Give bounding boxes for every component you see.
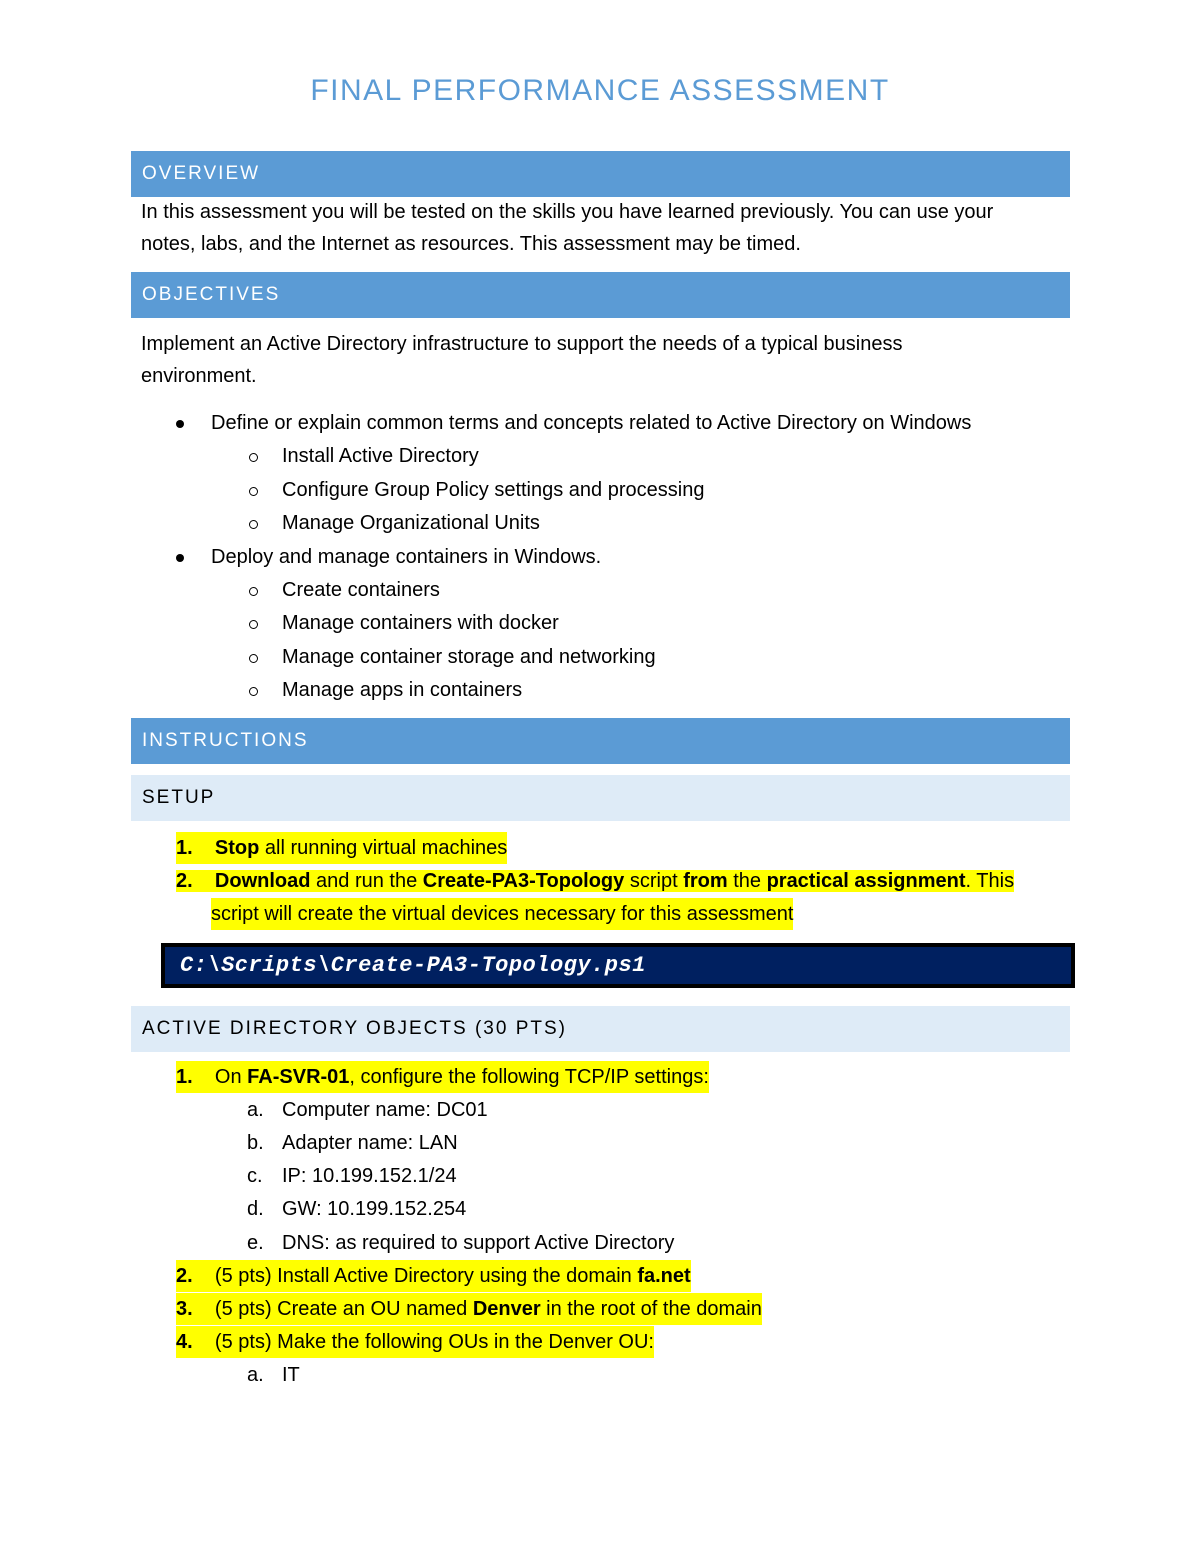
step-number: 1.: [176, 837, 193, 859]
ad-step-3: [176, 1293, 762, 1325]
objective-subitem: Manage Organizational Units: [282, 512, 540, 534]
step-text: script: [624, 870, 684, 892]
setup-step-2-continuation: script will create the virtual devices necessary for this assessment: [211, 898, 793, 930]
overview-line-2: notes, labs, and the Internet as resources. This assessment may be timed.: [141, 233, 801, 255]
objectives-intro: [141, 328, 1071, 392]
code-block: [161, 943, 1075, 988]
circle-bullet-icon: [249, 620, 258, 629]
step-text: (5 pts) Make the following OUs in the Denver OU:: [214, 1331, 654, 1353]
step-text: . This: [965, 870, 1015, 892]
objective-subitem: Manage apps in containers: [282, 679, 523, 701]
step-text: in the root of the domain: [540, 1298, 762, 1320]
server-name: FA-SVR-01: [247, 1066, 350, 1088]
step-text: , configure the following TCP/IP settings:: [349, 1066, 709, 1088]
ad-step-1: [176, 1061, 709, 1093]
script-path: C:\Scripts\Create-PA3-Topology.ps1: [180, 953, 646, 978]
setup-step-1: [176, 832, 507, 864]
tcpip-setting: Adapter name: LAN: [282, 1132, 458, 1154]
ad-objects-heading: ACTIVE DIRECTORY OBJECTS (30 PTS): [131, 1006, 1070, 1052]
step-number: 2.: [176, 1265, 193, 1287]
ou-name: Denver: [472, 1298, 541, 1320]
objectives-intro-line-1: Implement an Active Directory infrastructure to support the needs of a typical business: [141, 333, 903, 355]
tcpip-setting: DNS: as required to support Active Directory: [282, 1232, 675, 1254]
objective-item: Deploy and manage containers in Windows.: [211, 546, 602, 568]
circle-bullet-icon: [249, 453, 258, 462]
step-number: 4.: [176, 1331, 193, 1353]
circle-bullet-icon: [249, 487, 258, 496]
ad-step-4: [176, 1326, 654, 1358]
tcpip-setting: Computer name: DC01: [282, 1099, 488, 1121]
objectives-intro-line-2: environment.: [141, 365, 257, 387]
step-text: all running virtual machines: [259, 837, 508, 859]
bullet-icon: [176, 420, 184, 428]
step-text-bold: Download: [214, 870, 311, 892]
step-text: the: [727, 870, 767, 892]
overview-heading: OVERVIEW: [131, 151, 1070, 197]
step-text: (5 pts) Create an OU named: [214, 1298, 473, 1320]
list-marker: a.: [247, 1099, 264, 1121]
circle-bullet-icon: [249, 654, 258, 663]
setup-heading: SETUP: [131, 775, 1070, 821]
tcpip-setting: GW: 10.199.152.254: [282, 1198, 467, 1220]
step-text-bold: Stop: [214, 837, 260, 859]
bullet-icon: [176, 554, 184, 562]
step-number: 3.: [176, 1298, 193, 1320]
objective-subitem: Manage container storage and networking: [282, 646, 656, 668]
step-text-bold: from: [683, 870, 728, 892]
list-marker: d.: [247, 1198, 264, 1220]
domain-name: fa.net: [637, 1265, 691, 1287]
list-marker: c.: [247, 1165, 263, 1187]
page-title: FINAL PERFORMANCE ASSESSMENT: [310, 74, 890, 107]
objective-item: Define or explain common terms and concepts related to Active Directory on Windows: [211, 412, 972, 434]
ou-item: IT: [282, 1364, 300, 1386]
list-marker: e.: [247, 1232, 264, 1254]
ad-step-2: [176, 1260, 691, 1292]
script-name: Create-PA3-Topology: [422, 870, 625, 892]
objectives-heading: OBJECTIVES: [131, 272, 1070, 318]
objective-subitem: Install Active Directory: [282, 445, 479, 467]
objective-subitem: Configure Group Policy settings and processing: [282, 479, 705, 501]
list-marker: b.: [247, 1132, 264, 1154]
step-text: On: [214, 1066, 248, 1088]
setup-step-2: [176, 865, 1014, 897]
step-text: and run the: [310, 870, 423, 892]
step-text: (5 pts) Install Active Directory using the domain: [214, 1265, 638, 1287]
overview-paragraph: [141, 196, 1071, 260]
step-number: 1.: [176, 1066, 193, 1088]
objective-subitem: Create containers: [282, 579, 440, 601]
overview-line-1: In this assessment you will be tested on the skills you have learned previously. You can use your: [141, 201, 994, 223]
instructions-heading: INSTRUCTIONS: [131, 718, 1070, 764]
circle-bullet-icon: [249, 520, 258, 529]
step-text-bold: practical assignment: [766, 870, 966, 892]
step-number: 2.: [176, 870, 193, 892]
tcpip-setting: IP: 10.199.152.1/24: [282, 1165, 457, 1187]
list-marker: a.: [247, 1364, 264, 1386]
circle-bullet-icon: [249, 687, 258, 696]
objective-subitem: Manage containers with docker: [282, 612, 559, 634]
circle-bullet-icon: [249, 587, 258, 596]
